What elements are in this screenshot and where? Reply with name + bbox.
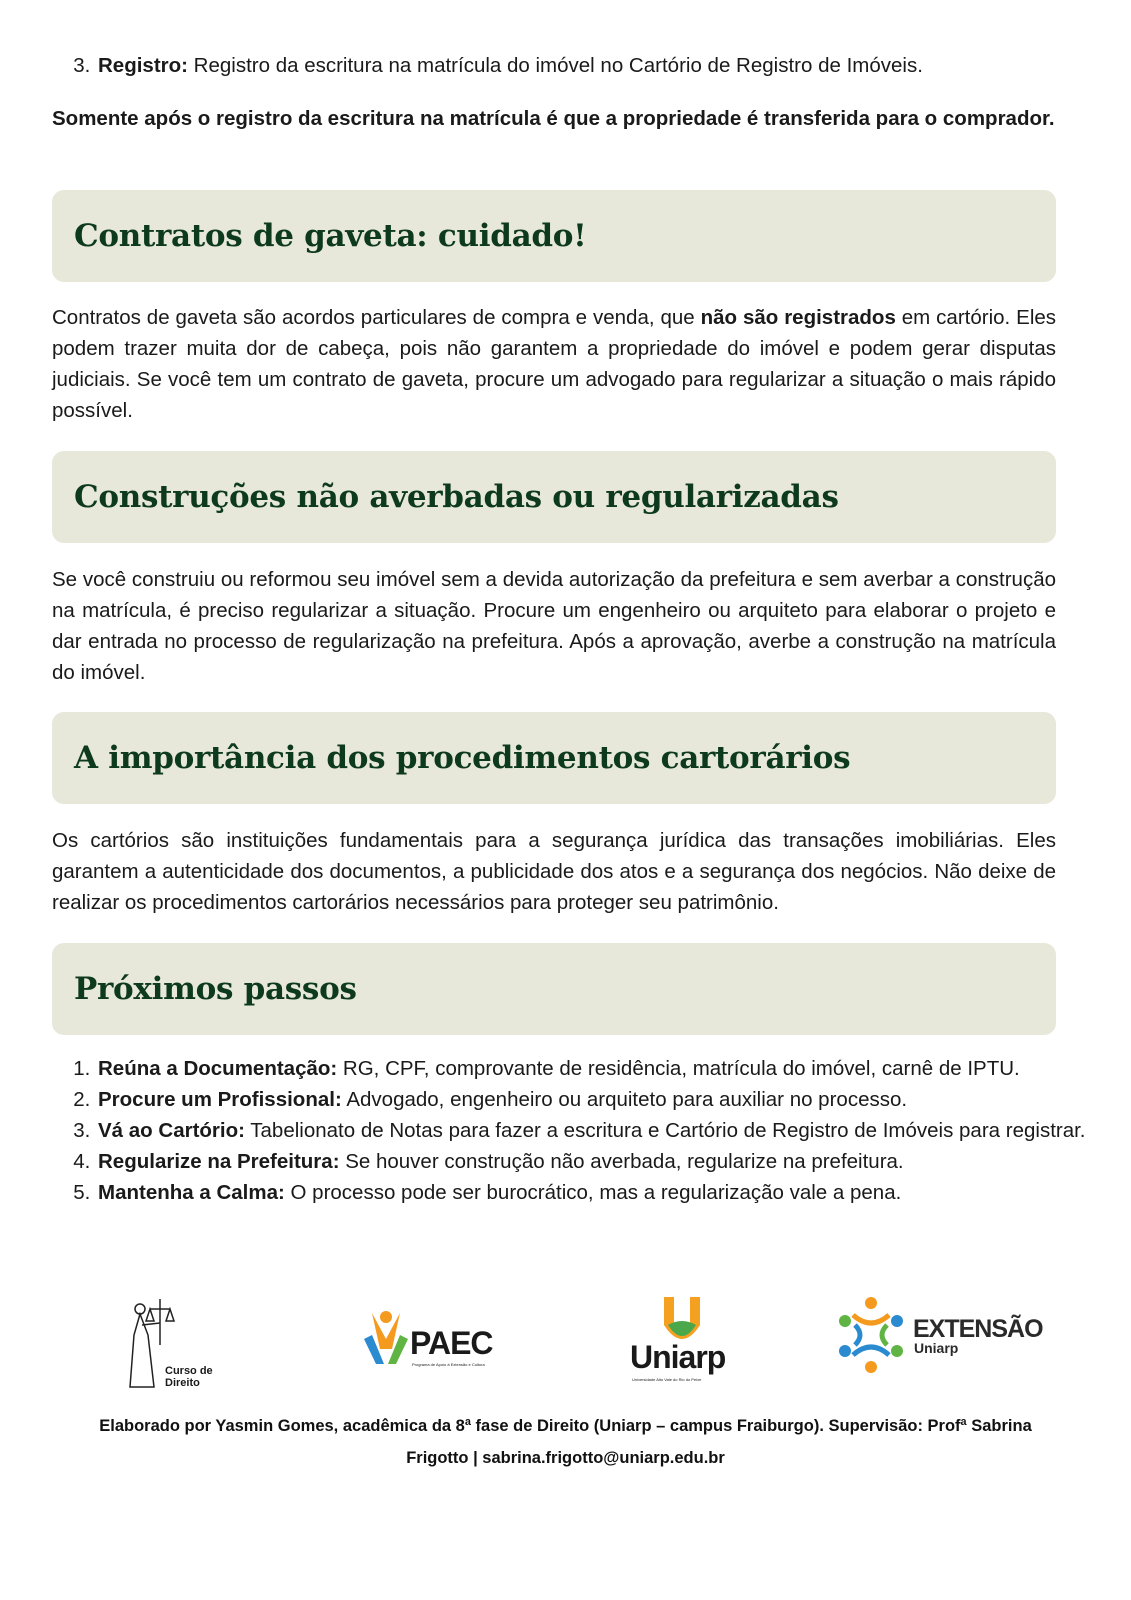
section-heading-box — [52, 712, 1056, 804]
list-item: 5. Mantenha a Calma: O processo pode ser burocrático, mas a regularização vale a pena. — [96, 1177, 1100, 1208]
extensao-people-icon — [835, 1295, 907, 1375]
section-heading-box — [52, 943, 1056, 1035]
section-title: Próximos passos — [74, 971, 357, 1007]
uniarp-u-icon — [660, 1295, 704, 1343]
section-heading-box — [52, 190, 1056, 282]
footer-line: Frigotto | sabrina.frigotto@uniarp.edu.br — [406, 1449, 725, 1467]
section-title: A importância dos procedimentos cartorários — [74, 740, 851, 776]
list-item: 3. Registro: Registro da escritura na matrícula do imóvel no Cartório de Registro de Imóveis. — [96, 50, 1100, 81]
extensao-uniarp-logo: EXTENSÃO Uniarp — [835, 1295, 1050, 1395]
section-heading-box — [52, 451, 1056, 543]
logos-row — [0, 1295, 1131, 1395]
section-title: Contratos de gaveta: cuidado! — [74, 218, 587, 254]
notice-paragraph: Somente após o registro da escritura na matrícula é que a propriedade é transferida para o comprador. — [52, 107, 1055, 130]
list-item: 1. Reúna a Documentação: RG, CPF, comprovante de residência, matrícula do imóvel, carnê de IPTU. — [96, 1053, 1100, 1084]
footer-line: Elaborado por Yasmin Gomes, acadêmica da 8ª fase de Direito (Uniarp – campus Fraiburgo). Supervisão: Profª Sabrina — [99, 1417, 1032, 1435]
curso-direito-logo: Curso de Direito — [120, 1295, 230, 1395]
intro-list — [52, 50, 1100, 81]
paec-figure-icon — [362, 1309, 410, 1369]
steps-list — [52, 1053, 1100, 1208]
section-paragraph: Contratos de gaveta são acordos particulares de compra e venda, que não são registrados em cartório. Eles podem trazer muita dor de cabeça, pois não garantem a propriedade do imóvel e podem gerar disputas judiciais. Se você tem um contrato de gaveta, procure um advogado para regularizar a situação o mais rápido possível. — [52, 306, 1057, 422]
footer-credits — [0, 1410, 1131, 1474]
section-paragraph: Os cartórios são instituições fundamentais para a segurança jurídica das transações imobiliárias. Eles garantem a autenticidade dos documentos, a publicidade dos atos e a segurança dos negócios. Não deixe de realizar os procedimentos cartorários necessários para proteger seu patrimônio. — [52, 829, 1056, 914]
section-paragraph: Se você construiu ou reformou seu imóvel sem a devida autorização da prefeitura e sem averbar a construção na matrícula, é preciso regularizar a situação. Procure um engenheiro ou arquiteto para elaborar o projeto e dar entrada no processo de regularização na prefeitura. Após a aprovação, averbe a construção na matrícula do imóvel. — [52, 568, 1056, 684]
paec-logo: PAEC Programa de Apoio à Extensão e Cultura — [362, 1295, 497, 1395]
list-item: 2. Procure um Profissional: Advogado, engenheiro ou arquiteto para auxiliar no processo. — [96, 1084, 1100, 1115]
uniarp-logo: Uniarp Universidade Alto Vale do Rio do Peixe — [630, 1295, 740, 1395]
list-item: 3. Vá ao Cartório: Tabelionato de Notas para fazer a escritura e Cartório de Registro de Imóveis para registrar. — [96, 1115, 1100, 1146]
section-title: Construções não averbadas ou regularizadas — [74, 479, 839, 515]
list-item: 4. Regularize na Prefeitura: Se houver construção não averbada, regularize na prefeitura. — [96, 1146, 1100, 1177]
